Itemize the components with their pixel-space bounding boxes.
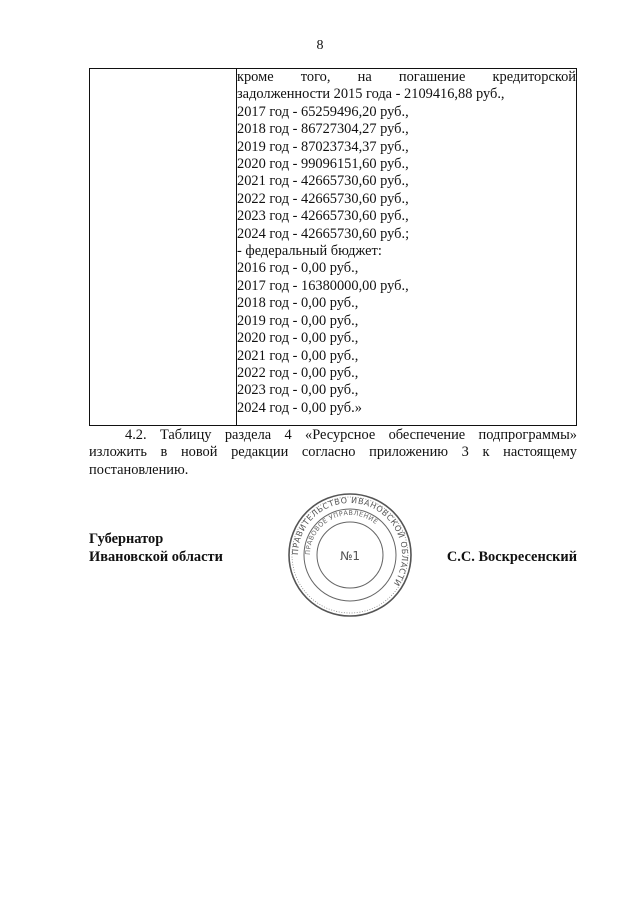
signatory-title (89, 530, 223, 566)
paragraph-4-2: 4.2. Таблицу раздела 4 «Ресурсное обеспечение подпрограммы» изложить в новой редакции согласно приложению 3 к настоящему постановлению. (89, 427, 577, 478)
table-line: 2021 год - 42665730,60 руб., (237, 173, 409, 190)
table-line-word: на (357, 69, 372, 85)
table-line: 2024 год - 0,00 руб.» (237, 399, 362, 416)
official-seal-icon (287, 492, 413, 618)
seal-center-number: №1 (339, 549, 361, 563)
signatory-title-line1: Губернатор (89, 531, 164, 547)
table-line: 2018 год - 86727304,27 руб., (237, 121, 409, 138)
signatory-title-line2: Ивановской области (89, 549, 223, 565)
table-line: задолженности 2015 года - 2109416,88 руб., (237, 86, 505, 103)
table-line-word: погашение (398, 69, 466, 85)
table-line: 2021 год - 0,00 руб., (237, 347, 359, 364)
table-line: 2023 год - 42665730,60 руб., (237, 208, 409, 225)
table-line-word: того, (300, 69, 331, 85)
table-line: 2018 год - 0,00 руб., (237, 295, 359, 312)
table-row (90, 69, 577, 426)
table-line: 2017 год - 16380000,00 руб., (237, 277, 409, 294)
page-number: 8 (316, 38, 324, 53)
table-line: 2019 год - 87023734,37 руб., (237, 138, 409, 155)
table-line: 2023 год - 0,00 руб., (237, 382, 359, 399)
table-line: 2024 год - 42665730,60 руб.; (237, 225, 410, 242)
table-line-first (237, 69, 576, 86)
table-left-cell (90, 69, 237, 426)
table-line: 2022 год - 42665730,60 руб., (237, 190, 409, 207)
table-line-word: кредиторской (492, 69, 576, 85)
signatory-name: С.С. Воскресенский (446, 549, 577, 565)
table-right-cell (237, 69, 577, 426)
table-line: 2020 год - 0,00 руб., (237, 330, 359, 347)
table-line: 2022 год - 0,00 руб., (237, 364, 359, 381)
table-line: 2019 год - 0,00 руб., (237, 312, 359, 329)
seal-outer-text: ПРАВИТЕЛЬСТВО ИВАНОВСКОЙ ОБЛАСТИ (290, 495, 410, 588)
table-line: 2016 год - 0,00 руб., (237, 260, 359, 277)
table-line: - федеральный бюджет: (237, 243, 382, 260)
table-line: 2017 год - 65259496,20 руб., (237, 103, 409, 120)
budget-table (89, 68, 577, 426)
seal-inner-text: ПРАВОВОЕ УПРАВЛЕНИЕ (303, 508, 380, 556)
table-line-word: кроме (237, 69, 274, 85)
table-line: 2020 год - 99096151,60 руб., (237, 156, 409, 173)
